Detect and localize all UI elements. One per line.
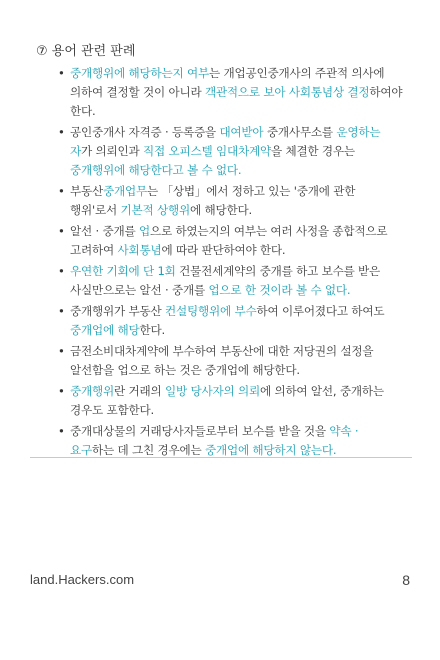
text-segment: 직접 오피스텔 임대차계약	[142, 144, 271, 158]
text-segment: 는 「상법」에서 정하고 있는 '중개에 관한 행위'로서	[70, 184, 356, 217]
text-segment: 중개업에 해당하지 않는다.	[204, 443, 337, 457]
text-segment: 으로 하였는지의 여부는 여러 사정을 종합적으로 고려하여	[70, 224, 388, 257]
text-segment: 업으로 한 것이라 볼 수 없다.	[208, 283, 351, 297]
text-segment: 을 체결한 경우는	[270, 144, 355, 158]
text-segment: 알선 · 중개를	[70, 224, 139, 238]
text-segment: 하여 이루어졌다고 하여도	[256, 304, 385, 318]
text-segment: 약속 · 요구	[70, 424, 359, 457]
page-number: 8	[402, 572, 410, 588]
text-segment: 컨설팅행위에 부수	[164, 304, 257, 318]
text-segment: 하여야 한다.	[70, 85, 403, 118]
text-segment: 우연한 기회에 단 1회	[70, 264, 176, 278]
text-segment: 중개사무소를	[263, 125, 337, 139]
list-item	[58, 382, 404, 420]
text-segment: 중개행위에 해당한다고 볼 수 없다.	[70, 163, 242, 177]
text-segment: 중개행위에 해당하는지 여부	[70, 66, 209, 80]
text-segment: 에 의하여 알선, 중개하는 경우도 포함한다.	[70, 384, 384, 417]
list-item	[58, 262, 404, 300]
section-title: ⑦ 용어 관련 판례	[36, 44, 136, 59]
text-segment: 부동산	[70, 184, 103, 198]
text-segment: 가 의뢰인과	[81, 144, 143, 158]
text-segment: 업	[138, 224, 150, 238]
text-segment: 금전소비대차계약에 부수하여 부동산에 대한 저당권의 설정을 알선함을 업으로 하는 것은 중개업에 해당한다.	[70, 344, 374, 377]
text-segment: 에 해당한다.	[189, 203, 252, 217]
text-segment: 건물전세계약의 중개를 하고 보수를 받은 사실만으로는 알선 · 중개를	[70, 264, 381, 297]
text-segment: 에 따라 판단하여야 한다.	[161, 243, 286, 257]
text-segment: 사회통념	[117, 243, 162, 257]
list-item	[58, 222, 404, 260]
precedent-list	[58, 64, 404, 462]
text-segment: 기본적 상행위	[120, 203, 190, 217]
text-segment: 일방 당사자의 의뢰	[164, 384, 260, 398]
section-divider	[30, 457, 412, 458]
list-item	[58, 64, 404, 121]
footer-site-link[interactable]: land.Hackers.com	[30, 572, 135, 587]
text-segment: 란 거래의	[114, 384, 165, 398]
text-segment: 중개대상물의 거래당사자들로부터 보수를 받을 것을	[70, 424, 330, 438]
text-segment: 운영하는 자	[70, 125, 381, 158]
list-item	[58, 302, 404, 340]
text-segment: 대여받아	[219, 125, 264, 139]
list-item	[58, 123, 404, 180]
text-segment: 객관적으로 보아 사회통념상 결정	[204, 85, 370, 99]
text-segment: 한다.	[139, 323, 165, 337]
text-segment: 중개행위가 부동산	[70, 304, 165, 318]
text-segment: 중개업무	[103, 184, 147, 198]
list-item	[58, 182, 404, 220]
text-segment: 공인중개사 자격증 · 등록증을	[70, 125, 220, 139]
list-item	[58, 342, 404, 380]
text-segment: 중개행위	[70, 384, 114, 398]
text-segment: 하는 데 그친 경우에는	[92, 443, 205, 457]
text-segment: 중개업에 해당	[70, 323, 140, 337]
list-item	[58, 422, 404, 460]
text-segment: 는 개업공인중개사의 주관적 의사에 의하여 결정할 것이 아니라	[70, 66, 385, 99]
